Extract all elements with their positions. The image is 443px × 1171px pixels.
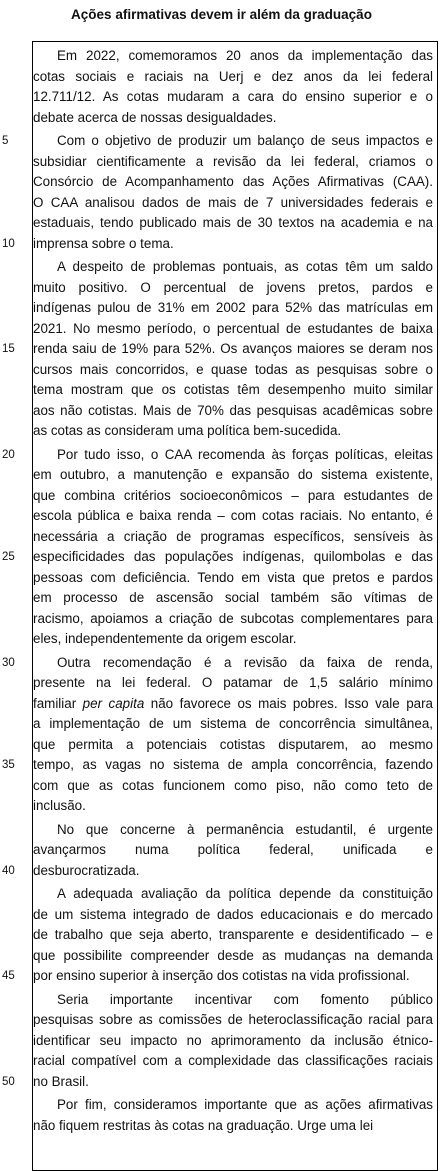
text-line: muito positivo. O percentual de jovens pretos, pardos e [33,279,433,295]
text-line: as cotas as consideram uma política bem-sucedida. [33,423,342,438]
text-line: Por fim, consideramos importante que as ações afirmativas [57,1097,433,1112]
text-line: renda saiu de 19% para 52%. Os avanços maiores se deram nos [33,341,433,356]
text-line: no Brasil. [33,1073,89,1089]
text-line: avançarmos numa política federal, unificada e [33,842,433,857]
text-line: imprensa sobre o tema. [33,235,174,251]
text-line: de um sistema integrado de dados educacionais e do mercado [33,906,433,922]
line-number-column [0,0,18,1158]
line-number: 10 [2,237,15,250]
text-line: Em 2022, comemoramos 20 anos da implementação das [57,48,433,63]
text-line: estaduais, tendo publicado mais de 30 textos na academia e na [33,215,433,230]
article-body [33,46,433,1139]
line-number: 20 [2,448,15,461]
text-line: Seria importante incentivar com fomento público [57,991,433,1007]
text-line: de trabalho que seja aberto, transparente e desidentificado – e [33,927,433,942]
text-line: indígenas pulou de 31% em 2002 para 52% das matrículas em [33,300,433,315]
text-line: desburocratizada. [33,862,140,878]
text-line: subsidiar cientificamente a revisão da lei federal, criamos o [33,153,433,169]
text-line: especificidades das populações indígenas, quilombolas e das [33,549,433,564]
text-line: tema mostram que os cotistas têm desempenho muito similar [33,382,433,397]
text-line: 2021. No mesmo período, o percentual de estudantes de baixa [33,320,433,336]
text-line: não fiquem restritas às cotas na graduação. Urge uma lei [33,1117,374,1133]
text-line: cursos mais concorridos, e quase todas as pesquisas sobre o [33,361,433,377]
text-line: por ensino superior à inserção dos cotistas na vida profissional. [33,968,410,983]
text-line: familiar per capita não favorece os mais pobres. Isso vale para [33,695,433,711]
line-number: 5 [2,135,9,147]
text-line: que possibilite compreender desde as mudanças na demanda [33,947,433,963]
text-line: que combina critérios socioeconômicos – para estudantes de [33,487,433,503]
text-line: em outubro, a manutenção e expansão do sistema existente, [33,467,433,482]
text-line: escola pública e baixa renda – com cotas raciais. No entanto, é [33,508,433,523]
text-line: pessoas com deficiência. Tendo em vista que pretos e pardos [33,569,433,585]
text-line: que permita a potenciais cotistas disputarem, ao mesmo [33,736,433,752]
text-line: tempo, as vagas no sistema de ampla concorrência, fazendo [33,757,433,772]
text-line: eles, independentemente da origem escolar. [33,631,297,646]
paragraph-gap [33,1136,433,1139]
text-line: debate acerca de nossas desigualdades. [33,109,277,125]
text-line: presente na lei federal. O patamar de 1,5 salário mínimo [33,675,433,690]
text-line: necessária a criação de programas específicos, sensíveis às [33,528,433,544]
line-number: 40 [2,864,15,877]
text-line: em processo de ascensão social também são vítimas de [33,590,433,605]
text-line: pesquisas sobre as comissões de heteroclassificação racial para [33,1012,433,1027]
text-line: A despeito de problemas pontuais, as cotas têm um saldo [57,259,433,274]
line-number: 35 [2,759,15,771]
text-line: racismo, apoiamos a criação de subcotas complementares para [33,610,433,626]
text-line: Outra recomendação é a revisão da faixa de renda, [57,654,433,670]
text-line: No que concerne à permanência estudantil, é urgente [57,821,433,837]
text-line: A adequada avaliação da política depende da constituição [57,886,433,901]
text-line: Consórcio de Acompanhamento das Ações Afirmativas (CAA). [33,174,433,189]
text-line: 12.711/12. As cotas mudaram a cara do ensino superior e o [33,89,433,104]
text-line: Por tudo isso, o CAA recomenda às forças políticas, eleitas [57,446,433,462]
text-line: Com o objetivo de produzir um balanço de seus impactos e [57,133,433,148]
line-number: 45 [2,970,15,982]
line-number: 15 [2,343,15,355]
text-line: com que as cotas funcionem como piso, não como teto de [33,777,433,793]
text-line: identificar seu impacto no aprimoramento da inclusão étnico- [33,1032,433,1048]
text-line: cotas sociais e raciais na Uerj e dez anos da lei federal [33,68,433,84]
text-line: aos não cotistas. Mais de 70% das pesquisas acadêmicas sobre [33,402,433,418]
text-line: a implementação de um sistema de concorrência simultânea, [33,716,433,731]
line-number: 30 [2,656,15,669]
text-line: racial compatível com a complexidade das classificações raciais [33,1053,433,1068]
text-line: inclusão. [33,798,86,813]
line-number: 50 [2,1075,15,1088]
article-title: Ações afirmativas devem ir além da graduação [71,7,372,22]
text-line: O CAA analisou dados de mais de 7 universidades federais e [33,194,433,210]
line-number: 25 [2,551,15,563]
